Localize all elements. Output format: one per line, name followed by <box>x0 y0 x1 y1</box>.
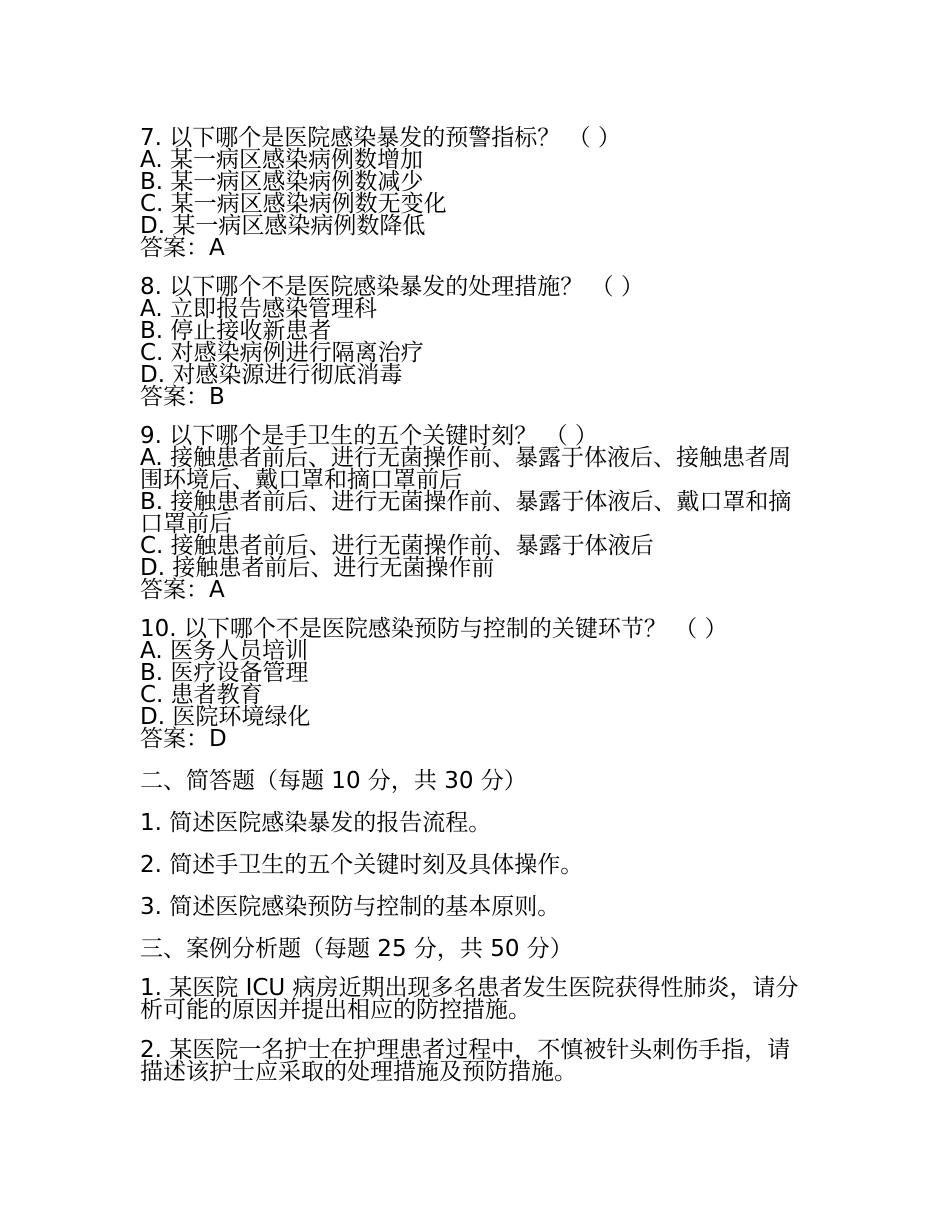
question-stem: 7. 以下哪个是医院感染暴发的预警指标？ （ ） <box>140 125 621 151</box>
option-b: B. 停止接收新患者 <box>140 318 332 344</box>
option-c: C. 某一病区感染病例数无变化 <box>140 191 447 217</box>
option-d: D. 对感染源进行彻底消毒 <box>140 362 403 388</box>
option-c: C. 接触患者前后、进行无菌操作前、暴露于体液后 <box>140 533 654 559</box>
short-answer-item: 1. 简述医院感染暴发的报告流程。 <box>140 810 492 836</box>
question-7 <box>140 127 800 259</box>
question-stem: 10. 以下哪个不是医院感染预防与控制的关键环节？ （ ） <box>140 616 728 642</box>
short-answer-item: 2. 简述手卫生的五个关键时刻及具体操作。 <box>140 852 584 878</box>
option-d: D. 某一病区感染病例数降低 <box>140 213 426 239</box>
answer: 答案：D <box>140 726 227 752</box>
option-a: A. 接触患者前后、进行无菌操作前、暴露于体液后、接触患者周围环境后、戴口罩和摘口罩前后 <box>140 445 791 493</box>
case-analysis-heading: 三、案例分析题（每题 25 分，共 50 分） <box>140 936 573 962</box>
option-a: A. 某一病区感染病例数增加 <box>140 147 423 173</box>
document-page <box>140 127 800 1101</box>
option-b: B. 接触患者前后、进行无菌操作前、暴露于体液后、戴口罩和摘口罩前后 <box>140 489 792 537</box>
question-stem: 8. 以下哪个不是医院感染暴发的处理措施？ （ ） <box>140 274 644 300</box>
option-d: D. 医院环境绿化 <box>140 704 311 730</box>
short-answer-heading: 二、简答题（每题 10 分，共 30 分） <box>140 768 527 794</box>
option-c: C. 对感染病例进行隔离治疗 <box>140 340 424 366</box>
answer: 答案：A <box>140 235 225 261</box>
case-analysis-item: 2. 某医院一名护士在护理患者过程中，不慎被针头刺伤手指，请描述该护士应采取的处理措施及预防措施。 <box>140 1037 791 1085</box>
question-9 <box>140 425 800 601</box>
option-d: D. 接触患者前后、进行无菌操作前 <box>140 555 495 581</box>
answer: 答案：B <box>140 384 225 410</box>
option-a: A. 医务人员培训 <box>140 638 308 664</box>
option-b: B. 医疗设备管理 <box>140 660 309 686</box>
option-b: B. 某一病区感染病例数减少 <box>140 169 424 195</box>
answer: 答案：A <box>140 577 225 603</box>
short-answer-item: 3. 简述医院感染预防与控制的基本原则。 <box>140 894 561 920</box>
option-a: A. 立即报告感染管理科 <box>140 296 377 322</box>
case-analysis-item: 1. 某医院 ICU 病房近期出现多名患者发生医院获得性肺炎，请分析可能的原因并提出相应的防控措施。 <box>140 975 799 1023</box>
question-10 <box>140 618 800 750</box>
question-8 <box>140 276 800 408</box>
option-c: C. 患者教育 <box>140 682 263 708</box>
question-stem: 9. 以下哪个是手卫生的五个关键时刻？ （ ） <box>140 423 598 449</box>
